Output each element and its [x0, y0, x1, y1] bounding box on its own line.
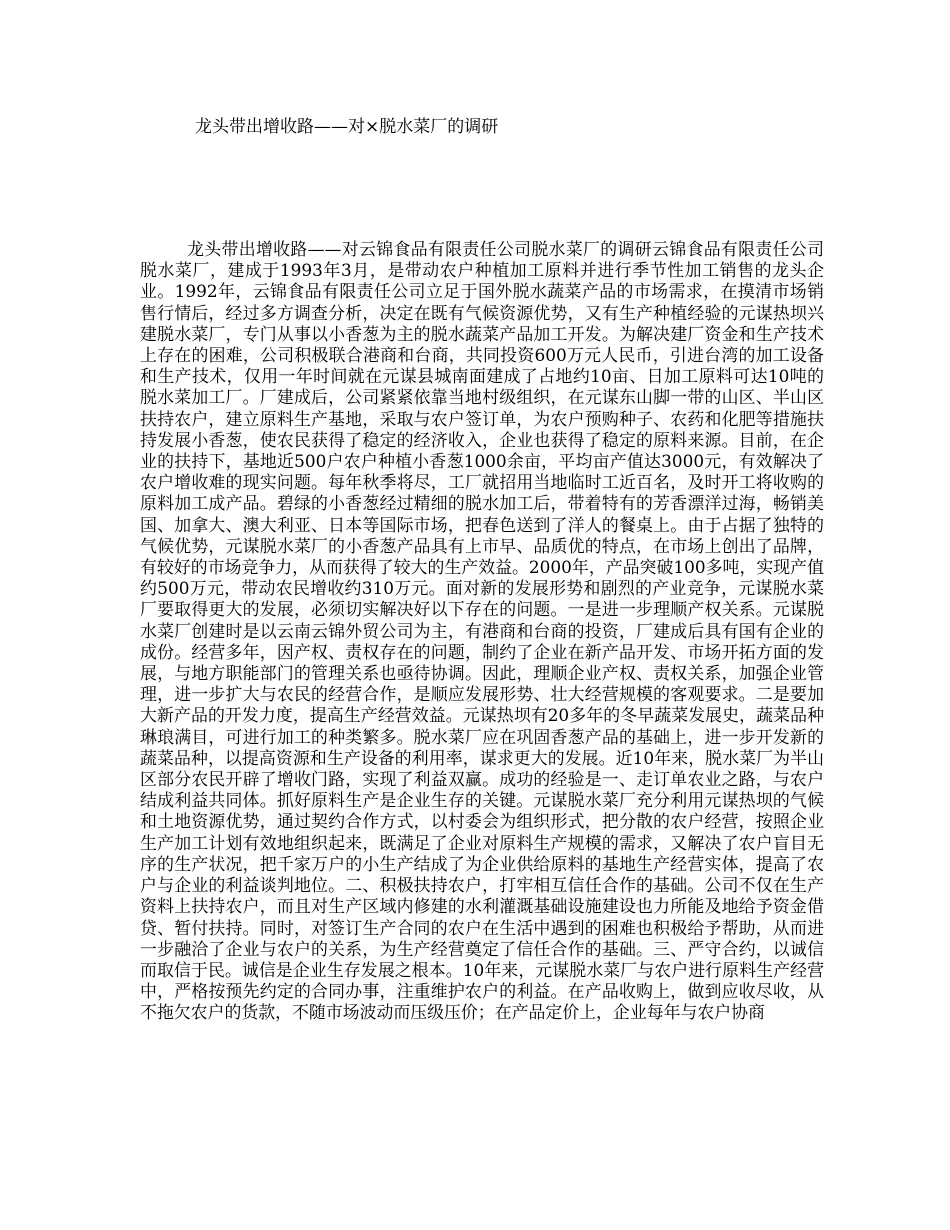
document-title: 龙头带出增收路——对×脱水菜厂的调研 — [195, 117, 499, 137]
document-body-text: 龙头带出增收路——对云锦食品有限责任公司脱水菜厂的调研云锦食品有限责任公司脱水菜厂，建成于1993年3月，是带动农户种植加工原料并进行季节性加工销售的龙头企业。1992年，云锦食品有限责任公司立足于国外脱水蔬菜产品的市场需求，在摸清市场销售行情后，经过多方调查分析，决定在既有气候资源优势，又有生产种植经验的元谋热坝兴建脱水菜厂，专门从事以小香葱为主的脱水蔬菜产品加工开发。为解决建厂资金和生产技术上存在的困难，公司积极联合港商和台商，共同投资600万元人民币，引进台湾的加工设备和生产技术，仅用一年时间就在元谋县城南面建成了占地约10亩、日加工原料可达10吨的脱水菜加工厂。厂建成后，公司紧紧依靠当地村级组织，在元谋东山脚一带的山区、半山区扶持农户，建立原料生产基地，采取与农户签订单，为农户预购种子、农药和化肥等措施扶持发展小香葱，使农民获得了稳定的经济收入，企业也获得了稳定的原料来源。目前，在企业的扶持下，基地近500户农户种植小香葱1000余亩，平均亩产值达3000元，有效解决了农户增收难的现实问题。每年秋季将尽，工厂就招用当地临时工近百名，及时开工将收购的原料加工成产品。碧绿的小香葱经过精细的脱水加工后，带着特有的芳香漂洋过海，畅销美国、加拿大、澳大利亚、日本等国际市场，把春色送到了洋人的餐桌上。由于占据了独特的气候优势，元谋脱水菜厂的小香葱产品具有上市早、品质优的特点，在市场上创出了品牌，有较好的市场竞争力，从而获得了较大的生产效益。2000年，产品突破100多吨，实现产值约500万元，带动农民增收约310万元。面对新的发展形势和剧烈的产业竞争，元谋脱水菜厂要取得更大的发展，必须切实解决好以下存在的问题。一是进一步理顺产权关系。元谋脱水菜厂创建时是以云南云锦外贸公司为主，有港商和台商的投资，厂建成后具有国有企业的成份。经营多年，因产权、责权存在的问题，制约了企业在新产品开发、市场开拓方面的发展，与地方职能部门的管理关系也亟待协调。因此，理顺企业产权、责权关系，加强企业管理，进一步扩大与农民的经营合作，是顺应发展形势、壮大经营规模的客观要求。二是要加大新产品的开发力度，提高生产经营效益。元谋热坝有20多年的冬早蔬菜发展史，蔬菜品种琳琅满目，可进行加工的种类繁多。脱水菜厂应在巩固香葱产品的基础上，进一步开发新的蔬菜品种，以提高资源和生产设备的利用率，谋求更大的发展。近10年来，脱水菜厂为半山区部分农民开辟了增收门路，实现了利益双赢。成功的经验是一、走订单农业之路，与农户结成利益共同体。抓好原料生产是企业生存的关键。元谋脱水菜厂充分利用元谋热坝的气候和土地资源优势，通过契约合作方式，以村委会为组织形式，把分散的农户经营，按照企业生产加工计划有效地组织起来，既满足了企业对原料生产规模的需求，又解决了农户盲目无序的生产状况，把千家万户的小生产结成了为企业供给原料的基地生产经营实体，提高了农户与企业的利益谈判地位。二、积极扶持农户，打牢相互信任合作的基础。公司不仅在生产资料上扶持农户，而且对生产区域内修建的水利灌溉基础设施建设也力所能及地给予资金借贷、暂付扶持。同时，对签订生产合同的农户在生活中遇到的困难也积极给予帮助，从而进一步融洽了企业与农户的关系，为生产经营奠定了信任合作的基础。三、严守合约，以诚信而取信于民。诚信是企业生存发展之根本。10年来，元谋脱水菜厂与农户进行原料生产经营中，严格按预先约定的合同办事，注重维护农户的利益。在产品收购上，做到应收尽收，从不拖欠农户的货款，不随市场波动而压级压价；在产品定价上，企业每年与农户协商 — [140, 239, 824, 1023]
